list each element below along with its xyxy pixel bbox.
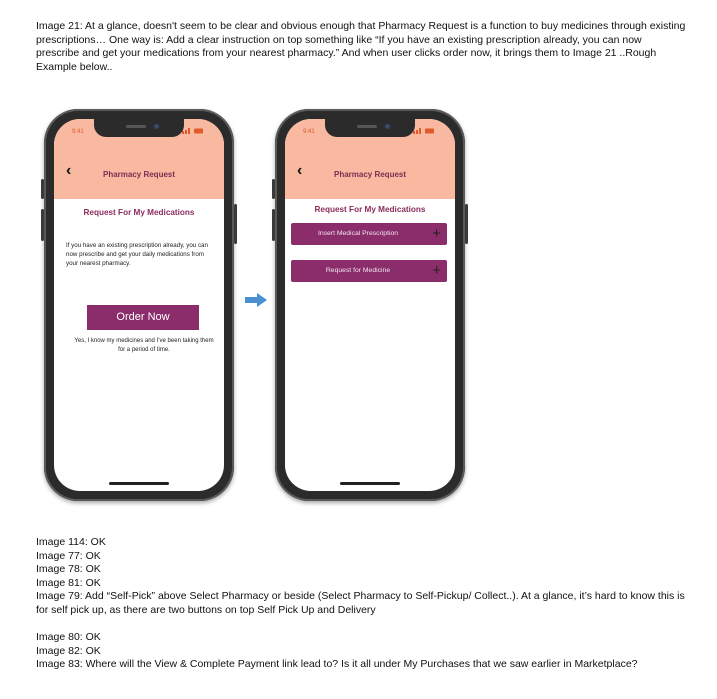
back-chevron-icon[interactable]: ‹: [297, 162, 303, 179]
request-medicine-button[interactable]: [291, 260, 447, 282]
note-item: Image 83: Where will the View & Complete Payment link lead to? Is it all under My Purchases that we saw earlier in Marketplace?: [36, 658, 638, 671]
phone-screen-left: [54, 119, 224, 491]
info-text: If you have an existing prescription already, you can now prescribe and get your daily medications from your nearest pharmacy.: [66, 242, 208, 267]
button-label: Request for Medicine: [325, 267, 391, 274]
status-time: 9:41: [303, 129, 315, 135]
signal-battery-icon: [182, 128, 204, 134]
note-item: Image 81: OK: [36, 576, 101, 589]
right-arrow-icon: [245, 293, 267, 307]
plus-icon: +: [432, 262, 441, 279]
status-time: 9:41: [72, 129, 84, 135]
note-item: Image 114: OK: [36, 536, 106, 548]
note-spacer: [36, 618, 686, 632]
button-label: Insert Medical Prescription: [317, 230, 399, 237]
phone-mockup-left: [44, 109, 234, 501]
note-item: Image 82: OK: [36, 644, 101, 657]
section-title: Request For My Medications: [83, 208, 195, 217]
app-header: [54, 151, 224, 199]
phone-screen-right: [285, 119, 455, 491]
intro-paragraph: Image 21: At a glance, doesn't seem to be clear and obvious enough that Pharmacy Request is a function to buy medicines through existing prescriptions… One way is: Add a clear instruction on top something like “If you have an existing prescription already, you can now prescribe and get your medications from your nearest pharmacy.” And when user clicks order now, it brings them to Image 21 ..Rough Example below..: [36, 20, 686, 73]
header-title: Pharmacy Request: [102, 170, 176, 179]
phone-mockup-right: [275, 109, 465, 501]
home-indicator: [109, 482, 169, 485]
notes-list: [36, 536, 686, 672]
order-now-button[interactable]: Order Now: [87, 305, 199, 330]
plus-icon: +: [432, 225, 441, 242]
note-item: Image 80: OK: [36, 631, 101, 644]
order-caption: Yes, I know my medicines and I’ve been taking them for a period of time.: [74, 338, 214, 353]
header-title: Pharmacy Request: [333, 170, 407, 179]
app-header: [285, 151, 455, 199]
phone-notch: [94, 119, 184, 137]
phone-notch: [325, 119, 415, 137]
insert-prescription-button[interactable]: [291, 223, 447, 245]
signal-battery-icon: [413, 128, 435, 134]
section-title: Request For My Medications: [314, 205, 426, 214]
back-chevron-icon[interactable]: ‹: [66, 162, 72, 179]
home-indicator: [340, 482, 400, 485]
note-item: Image 79: Add “Self-Pick” above Select Pharmacy or beside (Select Pharmacy to Self-Pickup/ Collect..). At a glance, it’s hard to know this is for self pick up, as there are two buttons on top Self Pick Up and Delivery: [36, 590, 685, 616]
note-item: Image 78: OK: [36, 563, 101, 576]
note-item: Image 77: OK: [36, 549, 101, 562]
